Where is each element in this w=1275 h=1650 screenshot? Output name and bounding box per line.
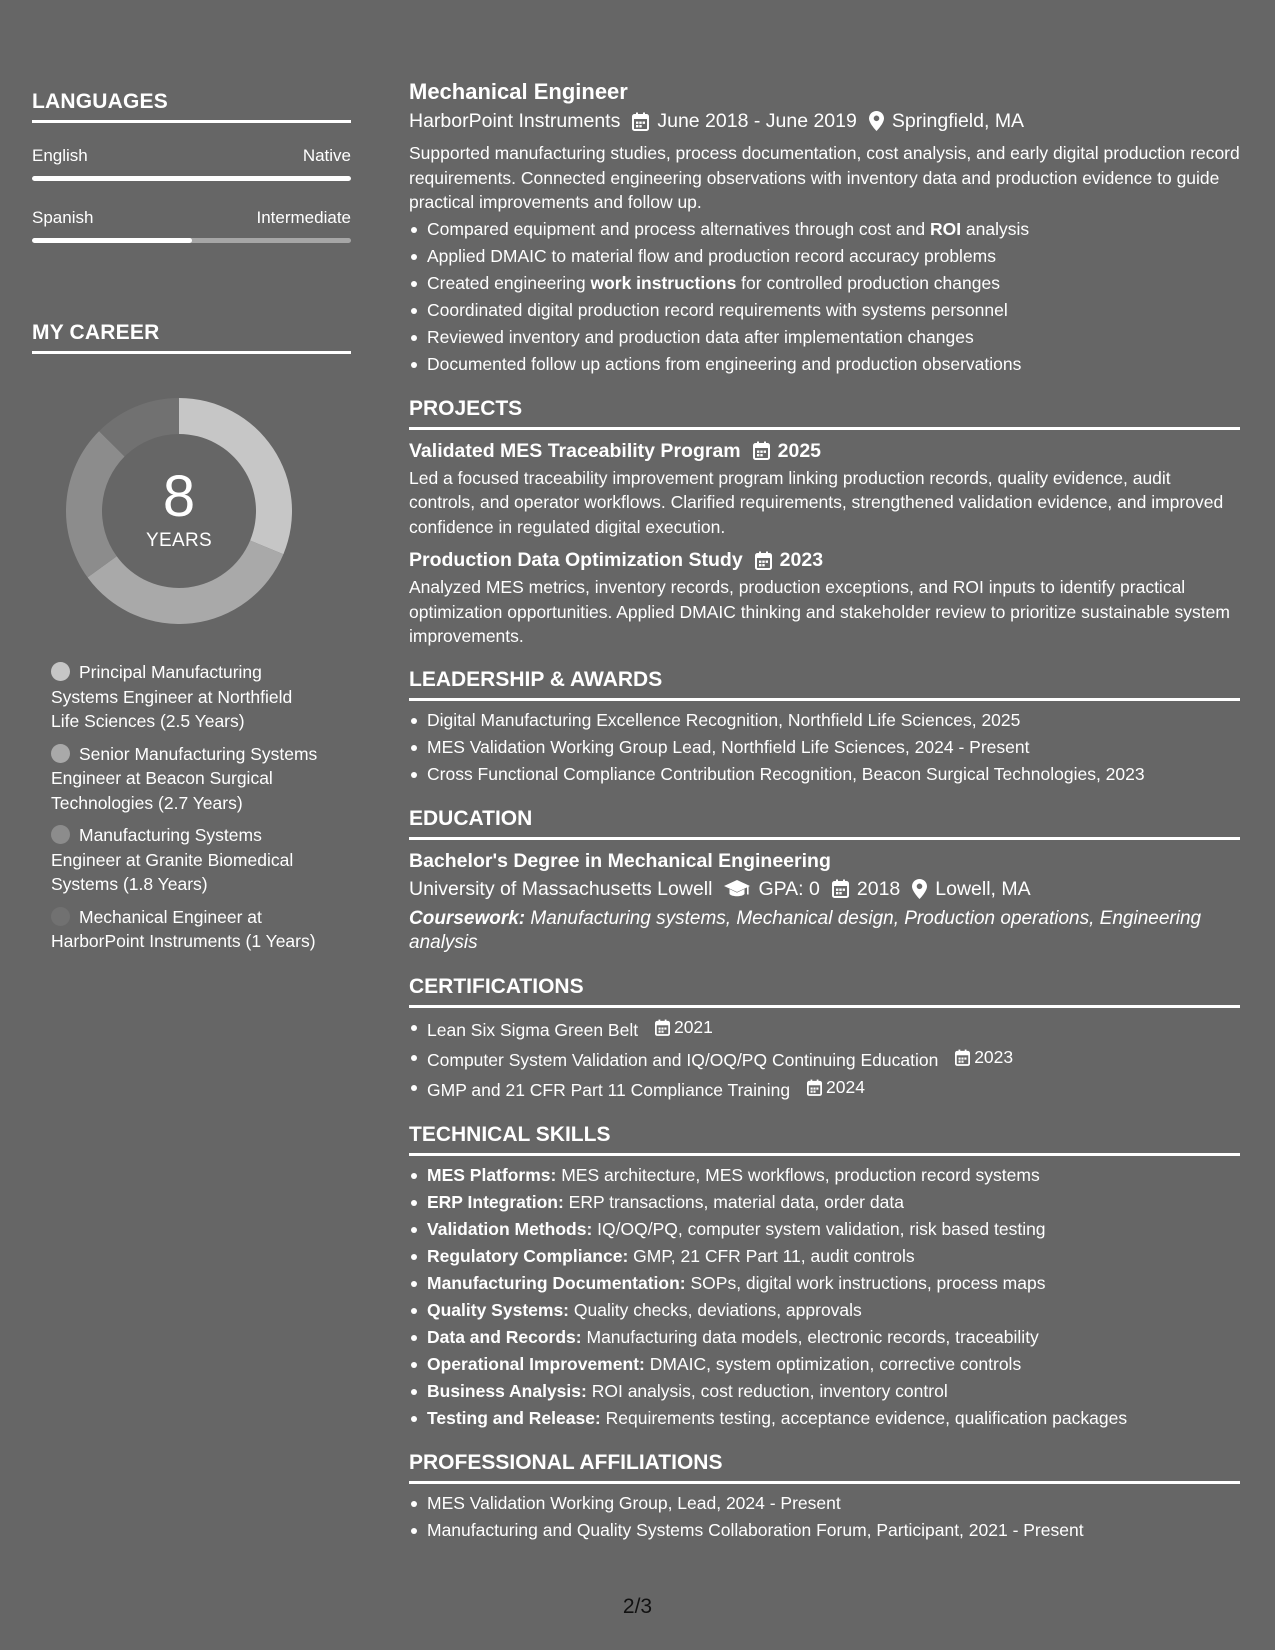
list-item <box>409 1014 1240 1044</box>
gpa: GPA: 0 <box>758 877 820 900</box>
skill-category: MES Platforms: <box>427 1164 557 1185</box>
project-description: Analyzed MES metrics, inventory records, production exceptions, and ROI inputs to identify practical optimization opportunities. Applied DMAIC thinking and stakeholder review to prioritize sustainable system improvements. <box>409 577 1230 646</box>
experience-entry <box>409 78 1240 378</box>
skill-values: DMAIC, system optimization, corrective controls <box>649 1353 1022 1374</box>
skill-values: Quality checks, deviations, approvals <box>573 1299 862 1320</box>
calendar-icon <box>755 551 772 570</box>
list-item <box>409 1297 1240 1324</box>
skill-category: Data and Records: <box>427 1326 582 1347</box>
legend-dot-icon <box>51 662 70 681</box>
languages-heading: LANGUAGES <box>32 90 351 123</box>
list-item <box>409 1074 1240 1104</box>
career-legend-label: Principal Manufacturing Systems Engineer at Northfield Life Sciences (2.5 Years) <box>51 662 293 731</box>
list-item <box>409 1270 1240 1297</box>
job-dates: June 2018 - June 2019 <box>657 110 857 132</box>
skills-list <box>409 1162 1240 1432</box>
language-proficiency-bar <box>32 176 351 181</box>
language-item <box>32 207 351 243</box>
degree-title: Bachelor's Degree in Mechanical Engineering <box>409 849 831 872</box>
list-item: MES Validation Working Group Lead, Northfield Life Sciences, 2024 - Present <box>409 734 1240 761</box>
language-name: English <box>32 146 88 165</box>
skill-category: Business Analysis: <box>427 1380 587 1401</box>
project-entry <box>409 547 1240 649</box>
skill-category: ERP Integration: <box>427 1191 564 1212</box>
skill-values: ERP transactions, material data, order data <box>568 1191 904 1212</box>
job-location: Springfield, MA <box>891 110 1025 132</box>
affiliations-heading: PROFESSIONAL AFFILIATIONS <box>409 1450 1240 1484</box>
legend-dot-icon <box>51 825 70 844</box>
main-content <box>409 78 1240 1544</box>
calendar-icon <box>753 441 770 460</box>
legend-dot-icon <box>51 907 70 926</box>
job-meta <box>409 107 1240 135</box>
career-total-number: 8 <box>162 464 196 529</box>
languages-list <box>32 145 351 243</box>
skill-values: Requirements testing, acceptance evidence, qualification packages <box>605 1407 1128 1428</box>
language-name: Spanish <box>32 208 94 227</box>
list-item <box>409 1351 1240 1378</box>
skill-category: Operational Improvement: <box>427 1353 645 1374</box>
coursework <box>409 907 1240 956</box>
language-level: Native <box>302 146 351 165</box>
language-proficiency-fill <box>32 176 351 181</box>
list-item <box>409 1378 1240 1405</box>
project-title: Validated MES Traceability Program <box>409 439 741 462</box>
certification-name: Lean Six Sigma Green Belt <box>427 1019 639 1040</box>
leadership-list <box>409 707 1240 788</box>
affiliations-list <box>409 1490 1240 1544</box>
school-location: Lowell, MA <box>935 877 1031 900</box>
certification-year: 2021 <box>673 1016 713 1037</box>
career-legend-item <box>51 660 321 734</box>
career-legend-label: Senior Manufacturing Systems Engineer at Beacon Surgical Technologies (2.7 Years) <box>51 743 318 813</box>
calendar-icon <box>807 1079 822 1096</box>
page-number: 2/3 <box>622 1595 653 1618</box>
projects-heading: PROJECTS <box>409 396 1240 430</box>
career-legend-item <box>51 742 321 816</box>
sidebar <box>32 90 351 962</box>
list-item <box>409 1243 1240 1270</box>
job-bullets <box>409 216 1240 378</box>
job-summary: Supported manufacturing studies, process documentation, cost analysis, and early digital production record requirements. Connected engineering observations with inventory data and production evidence to guide practical improvements and follow up. <box>409 143 1240 212</box>
school-name: University of Massachusetts Lowell <box>409 877 713 900</box>
career-total-unit: YEARS <box>146 530 212 551</box>
calendar-icon <box>955 1049 970 1066</box>
language-item <box>32 145 351 181</box>
skill-values: IQ/OQ/PQ, computer system validation, risk based testing <box>597 1218 1046 1239</box>
certification-year: 2023 <box>974 1046 1014 1067</box>
graduation-cap-icon <box>724 880 750 898</box>
list-item: Reviewed inventory and production data after implementation changes <box>409 324 1240 351</box>
certification-year: 2024 <box>826 1076 865 1097</box>
project-description: Led a focused traceability improvement program linking production records, quality evidence, audit controls, and operator workflows. Clarified requirements, strengthened validation evidence, and improved confidence in regulated digital execution. <box>409 467 1224 537</box>
skill-values: GMP, 21 CFR Part 11, audit controls <box>633 1245 915 1266</box>
list-item <box>409 1189 1240 1216</box>
project-year: 2023 <box>779 549 824 571</box>
company-name: HarborPoint Instruments <box>409 110 621 132</box>
skill-category: Quality Systems: <box>427 1299 569 1320</box>
graduation-year: 2018 <box>856 877 901 900</box>
skill-values: MES architecture, MES workflows, production record systems <box>561 1164 1040 1185</box>
list-item: Documented follow up actions from engineering and production observations <box>409 351 1240 378</box>
coursework-label: Coursework: <box>409 907 526 929</box>
list-item: Cross Functional Compliance Contribution Recognition, Beacon Surgical Technologies, 2023 <box>409 761 1240 788</box>
list-item <box>409 1216 1240 1243</box>
certification-name: Computer System Validation and IQ/OQ/PQ Continuing Education <box>427 1049 939 1070</box>
list-item: MES Validation Working Group, Lead, 2024 - Present <box>409 1490 1240 1517</box>
project-title: Production Data Optimization Study <box>409 549 743 571</box>
skill-values: SOPs, digital work instructions, process maps <box>690 1272 1046 1293</box>
skills-heading: TECHNICAL SKILLS <box>409 1122 1240 1156</box>
list-item: Coordinated digital production record requirements with systems personnel <box>409 297 1240 324</box>
job-title: Mechanical Engineer <box>409 79 628 104</box>
location-pin-icon <box>869 111 884 131</box>
list-item: Digital Manufacturing Excellence Recognition, Northfield Life Sciences, 2025 <box>409 707 1240 734</box>
language-level: Intermediate <box>256 208 351 227</box>
project-year: 2025 <box>777 439 822 462</box>
list-item: Created engineering work instructions for controlled production changes <box>409 270 1240 297</box>
career-donut-chart <box>66 398 292 624</box>
skill-values: Manufacturing data models, electronic records, traceability <box>586 1326 1039 1347</box>
career-legend-item <box>51 905 321 954</box>
language-proficiency-bar <box>32 238 351 243</box>
location-pin-icon <box>912 879 927 899</box>
project-entry <box>409 438 1240 540</box>
list-item <box>409 1044 1240 1074</box>
list-item <box>409 1324 1240 1351</box>
list-item <box>409 1162 1240 1189</box>
career-legend-item <box>51 823 321 897</box>
calendar-icon <box>632 112 649 131</box>
language-proficiency-fill <box>32 238 192 243</box>
skill-category: Manufacturing Documentation: <box>427 1272 686 1293</box>
skill-category: Regulatory Compliance: <box>427 1245 629 1266</box>
career-heading: MY CAREER <box>32 321 351 354</box>
skill-category: Validation Methods: <box>427 1218 593 1239</box>
leadership-heading: LEADERSHIP & AWARDS <box>409 667 1240 701</box>
calendar-icon <box>832 879 849 898</box>
calendar-icon <box>655 1019 670 1036</box>
career-legend-label: Mechanical Engineer at HarborPoint Instruments (1 Years) <box>51 906 316 951</box>
skill-values: ROI analysis, cost reduction, inventory control <box>591 1380 948 1401</box>
list-item: Compared equipment and process alternatives through cost and ROI analysis <box>409 216 1240 243</box>
certifications-heading: CERTIFICATIONS <box>409 974 1240 1008</box>
career-legend-label: Manufacturing Systems Engineer at Granite Biomedical Systems (1.8 Years) <box>51 825 294 894</box>
list-item: Manufacturing and Quality Systems Collaboration Forum, Participant, 2021 - Present <box>409 1517 1240 1544</box>
list-item: Applied DMAIC to material flow and production record accuracy problems <box>409 243 1240 270</box>
education-meta <box>409 875 1240 903</box>
certification-name: GMP and 21 CFR Part 11 Compliance Training <box>427 1079 791 1100</box>
career-legend <box>51 660 321 954</box>
coursework-text: Manufacturing systems, Mechanical design, Production operations, Engineering analysis <box>409 907 1202 953</box>
skill-category: Testing and Release: <box>427 1407 601 1428</box>
certifications-list <box>409 1014 1240 1104</box>
list-item <box>409 1405 1240 1432</box>
education-heading: EDUCATION <box>409 806 1240 840</box>
legend-dot-icon <box>51 744 70 763</box>
